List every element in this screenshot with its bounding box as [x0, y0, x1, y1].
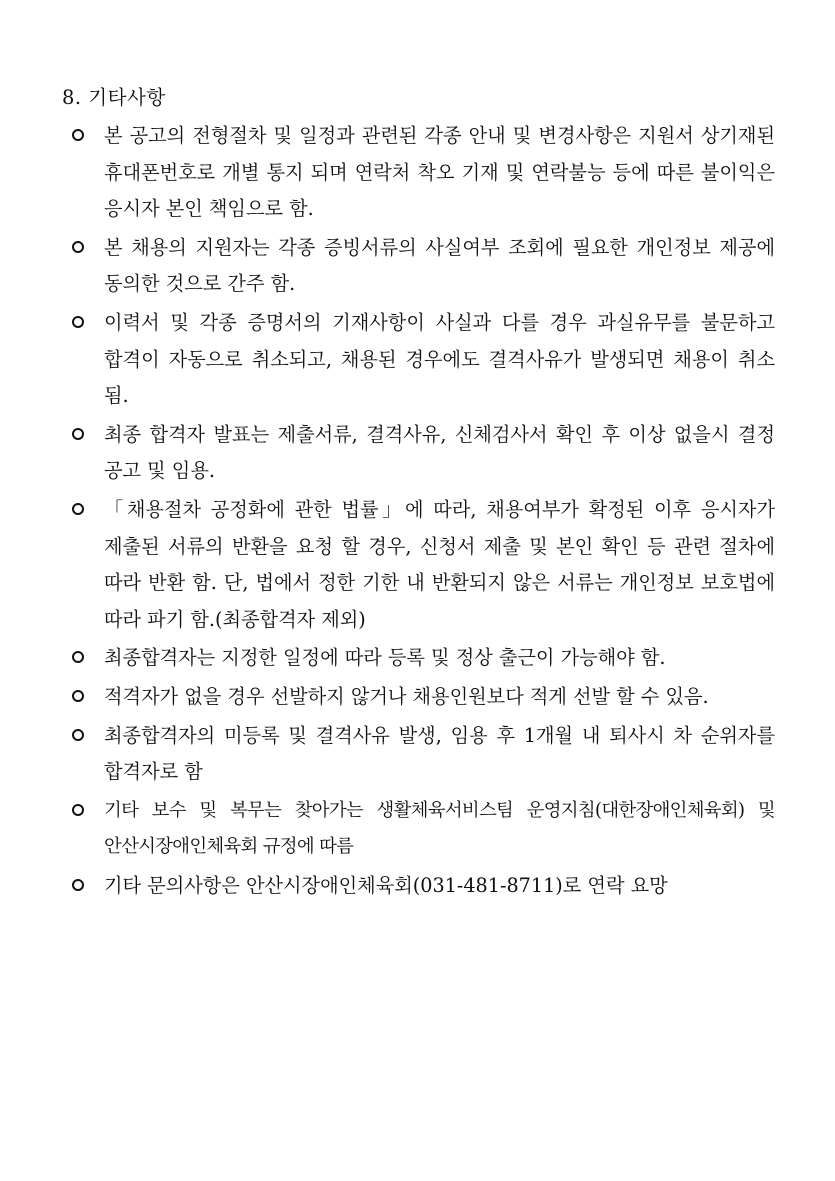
circle-bullet-icon: [72, 651, 84, 663]
notice-item-text: 본 공고의 전형절차 및 일정과 관련된 각종 안내 및 변경사항은 지원서 상기재된 휴대폰번호로 개별 통지 되며 연락처 착오 기재 및 연락불능 등에 따른 불이익은 응시자 본인 책임으로 함.: [104, 124, 775, 221]
notice-item: [70, 679, 775, 716]
notice-item: [70, 793, 775, 866]
circle-bullet-icon: [72, 879, 84, 891]
notice-item: [70, 118, 775, 228]
notice-item-text: 최종합격자는 지정한 일정에 따라 등록 및 정상 출근이 가능해야 함.: [104, 646, 666, 670]
notice-item: [70, 305, 775, 415]
circle-bullet-icon: [72, 428, 84, 440]
circle-bullet-icon: [72, 804, 84, 816]
notice-list: [70, 118, 775, 906]
circle-bullet-icon: [72, 241, 84, 253]
notice-item: [70, 230, 775, 303]
circle-bullet-icon: [72, 129, 84, 141]
notice-item-text: 적격자가 없을 경우 선발하지 않거나 채용인원보다 적게 선발 할 수 있음.: [104, 684, 709, 708]
notice-item: [70, 640, 775, 677]
notice-item-text: 이력서 및 각종 증명서의 기재사항이 사실과 다를 경우 과실유무를 불문하고 합격이 자동으로 취소되고, 채용된 경우에도 결격사유가 발생되면 채용이 취소 됨.: [104, 310, 775, 408]
notice-item: [70, 417, 775, 490]
notice-item-text: 최종 합격자 발표는 제출서류, 결격사유, 신체검사서 확인 후 이상 없을시 결정 공고 및 임용.: [104, 422, 775, 483]
circle-bullet-icon: [72, 729, 84, 741]
circle-bullet-icon: [72, 503, 84, 515]
circle-bullet-icon: [72, 690, 84, 702]
notice-item-text: 기타 보수 및 복무는 찾아가는 생활체육서비스팀 운영지침(대한장애인체육회) 및 안산시장애인체육회 규정에 따름: [104, 799, 775, 858]
notice-item: [70, 718, 775, 791]
section-title: 8. 기타사항: [62, 86, 166, 109]
notice-item-text: 「채용절차 공정화에 관한 법률」에 따라, 채용여부가 확정된 이후 응시자가 제출된 서류의 반환을 요청 할 경우, 신청서 제출 및 본인 확인 등 관련 절차에 따라 반환 함. 단, 법에서 정한 기한 내 반환되지 않은 서류는 개인정보 보호법에 따라 파기 함.(최종합격자 제외): [104, 497, 775, 631]
notice-item: [70, 868, 775, 905]
notice-item-text: 기타 문의사항은 안산시장애인체육회(031-481-8711)로 연락 요망: [104, 873, 668, 897]
notice-item: [70, 492, 775, 638]
notice-item-text: 본 채용의 지원자는 각종 증빙서류의 사실여부 조회에 필요한 개인정보 제공에 동의한 것으로 간주 함.: [104, 235, 775, 296]
notice-item-text: 최종합격자의 미등록 및 결격사유 발생, 임용 후 1개월 내 퇴사시 차 순위자를 합격자로 함: [104, 723, 775, 784]
circle-bullet-icon: [72, 316, 84, 328]
